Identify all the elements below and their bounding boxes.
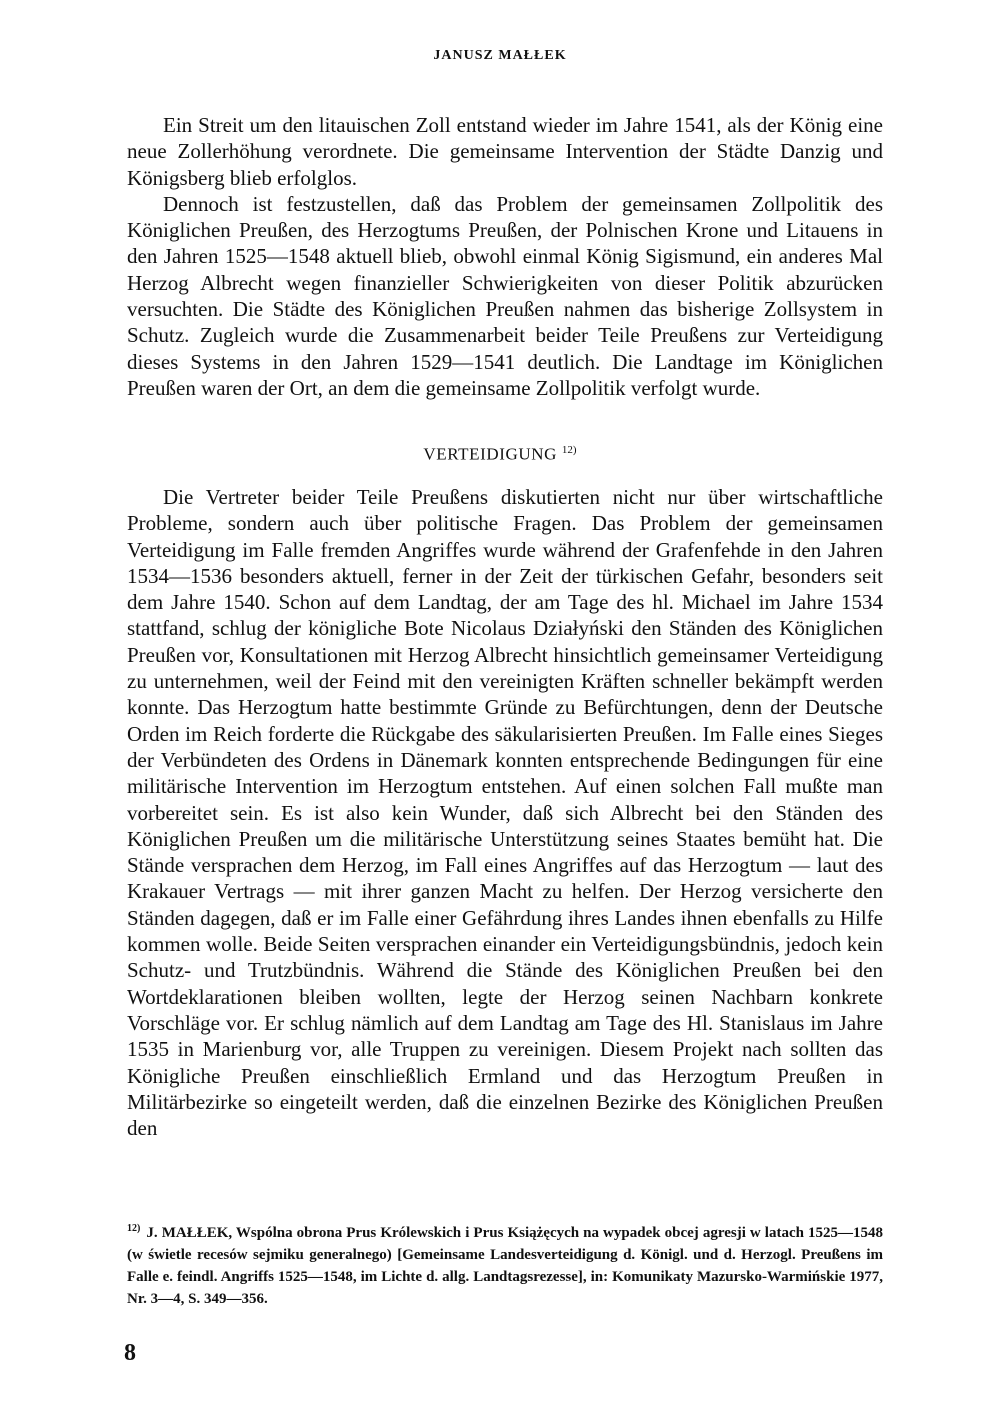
footnote-text: J. MAŁŁEK, Wspólna obrona Prus Królewskich i Prus Książęcych na wypadek obcej agresji w latach 1525—1548 (w świetle recesów sejmiku generalnego) [Gemeinsame Landesverteidigung d. Königl. und d. Herzogl. Preußens im Falle e. feindl. Angriffs 1525—1548, im Lichte d. allg. Landtagsrezesse], in: Komunikaty Mazursko-Warmińskie 1977, Nr. 3—4, S. 349—356. xyxy=(127,1225,884,1307)
footnote xyxy=(127,1218,883,1310)
running-head: JANUSZ MAŁŁEK xyxy=(433,48,567,63)
footnote-marker: 12) xyxy=(127,1223,141,1234)
paragraph: Ein Streit um den litauischen Zoll entstand wieder im Jahre 1541, als der König eine neue Zollerhöhung verordnete. Die gemeinsame Intervention der Städte Danzig und Königsberg blieb erfolglos. xyxy=(127,113,883,190)
page-number: 8 xyxy=(124,1340,136,1366)
paragraph: Die Vertreter beider Teile Preußens diskutierten nicht nur über wirtschaftliche Probleme, sondern auch über politische Fragen. Das Problem der gemeinsamen Verteidigung im Falle fremden Angriffes wurde während der Grafenfehde in den Jahren 1534—1536 besonders aktuell, ferner in der Zeit der türkischen Gefahr, besonders seit dem Jahre 1540. Schon auf dem Landtag, der am Tage des hl. Michael im Jahre 1534 stattfand, schlug der königliche Bote Nicolaus Działyński den Ständen des Königlichen Preußen vor, Konsultationen mit Herzog Albrecht hinsichtlich gemeinsamer Verteidigung zu unternehmen, weil der Feind mit den vereinigten Kräften schneller bekämpft werden konnte. Das Herzogtum hatte bestimmte Gründe zu Befürchtungen, denn der Deutsche Orden im Reich forderte die Rückgabe des säkularisierten Preußen. Im Falle eines Sieges der Verbündeten des Ordens in Dänemark konnten entsprechende Bedingungen für eine militärische Intervention im Herzogtum entstehen. Auf einen solchen Fall mußte man vorbereitet sein. Es ist also kein Wunder, daß sich Albrecht bei den Ständen des Königlichen Preußen um die militärische Unterstützung seines Staates bemüht hat. Die Stände versprachen dem Herzog, im Fall eines Angriffes auf das Herzogtum — laut des Krakauer Vertrags — mit ihrer ganzen Macht zu helfen. Der Herzog versicherte den Ständen dagegen, daß er im Falle einer Gefährdung ihres Landes ihnen ebenfalls zu Hilfe kommen wolle. Beide Seiten versprachen einander ein Verteidigungsbündnis, jedoch kein Schutz- und Trutzbündnis. Während die Stände des Königlichen Preußen bei den Wortdeklarationen bleiben wollten, legte der Herzog seinen Nachbarn konkrete Vorschläge vor. Er schlug nämlich auf dem Landtag am Tage des Hl. Stanislaus im Jahre 1535 in Marienburg vor, alle Truppen zu vereinigen. Diesem Projekt nach sollten das Königliche Preußen einschließlich Ermland und das Herzogtum Preußen in Militärbezirke so eingeteilt werden, daß die einzelnen Bezirke des Königlichen Preußen den xyxy=(127,485,883,1141)
paragraph: Dennoch ist festzustellen, daß das Problem der gemeinsamen Zollpolitik des Königlichen Preußen, des Herzogtums Preußen, der Polnischen Krone und Litauens in den Jahren 1525—1548 aktuell blieb, obwohl einmal König Sigismund, ein anderes Mal Herzog Albrecht wegen finanzieller Schwierigkeiten von dieser Politik abzurücken versuchten. Die Städte des Königlichen Preußen nahmen das bisherige Zollsystem in Schutz. Zugleich wurde die Zusammenarbeit beider Teile Preußens zur Verteidigung dieses Systems in den Jahren 1529—1541 deutlich. Die Landtage im Königlichen Preußen waren der Ort, an dem die gemeinsame Zollpolitik verfolgt wurde. xyxy=(127,191,883,400)
text-block-before-heading xyxy=(127,112,883,401)
text-block-after-heading xyxy=(127,484,883,1141)
section-heading xyxy=(0,444,1000,465)
section-title: VERTEIDIGUNG xyxy=(423,444,558,464)
footnote-reference: 12) xyxy=(561,444,577,456)
